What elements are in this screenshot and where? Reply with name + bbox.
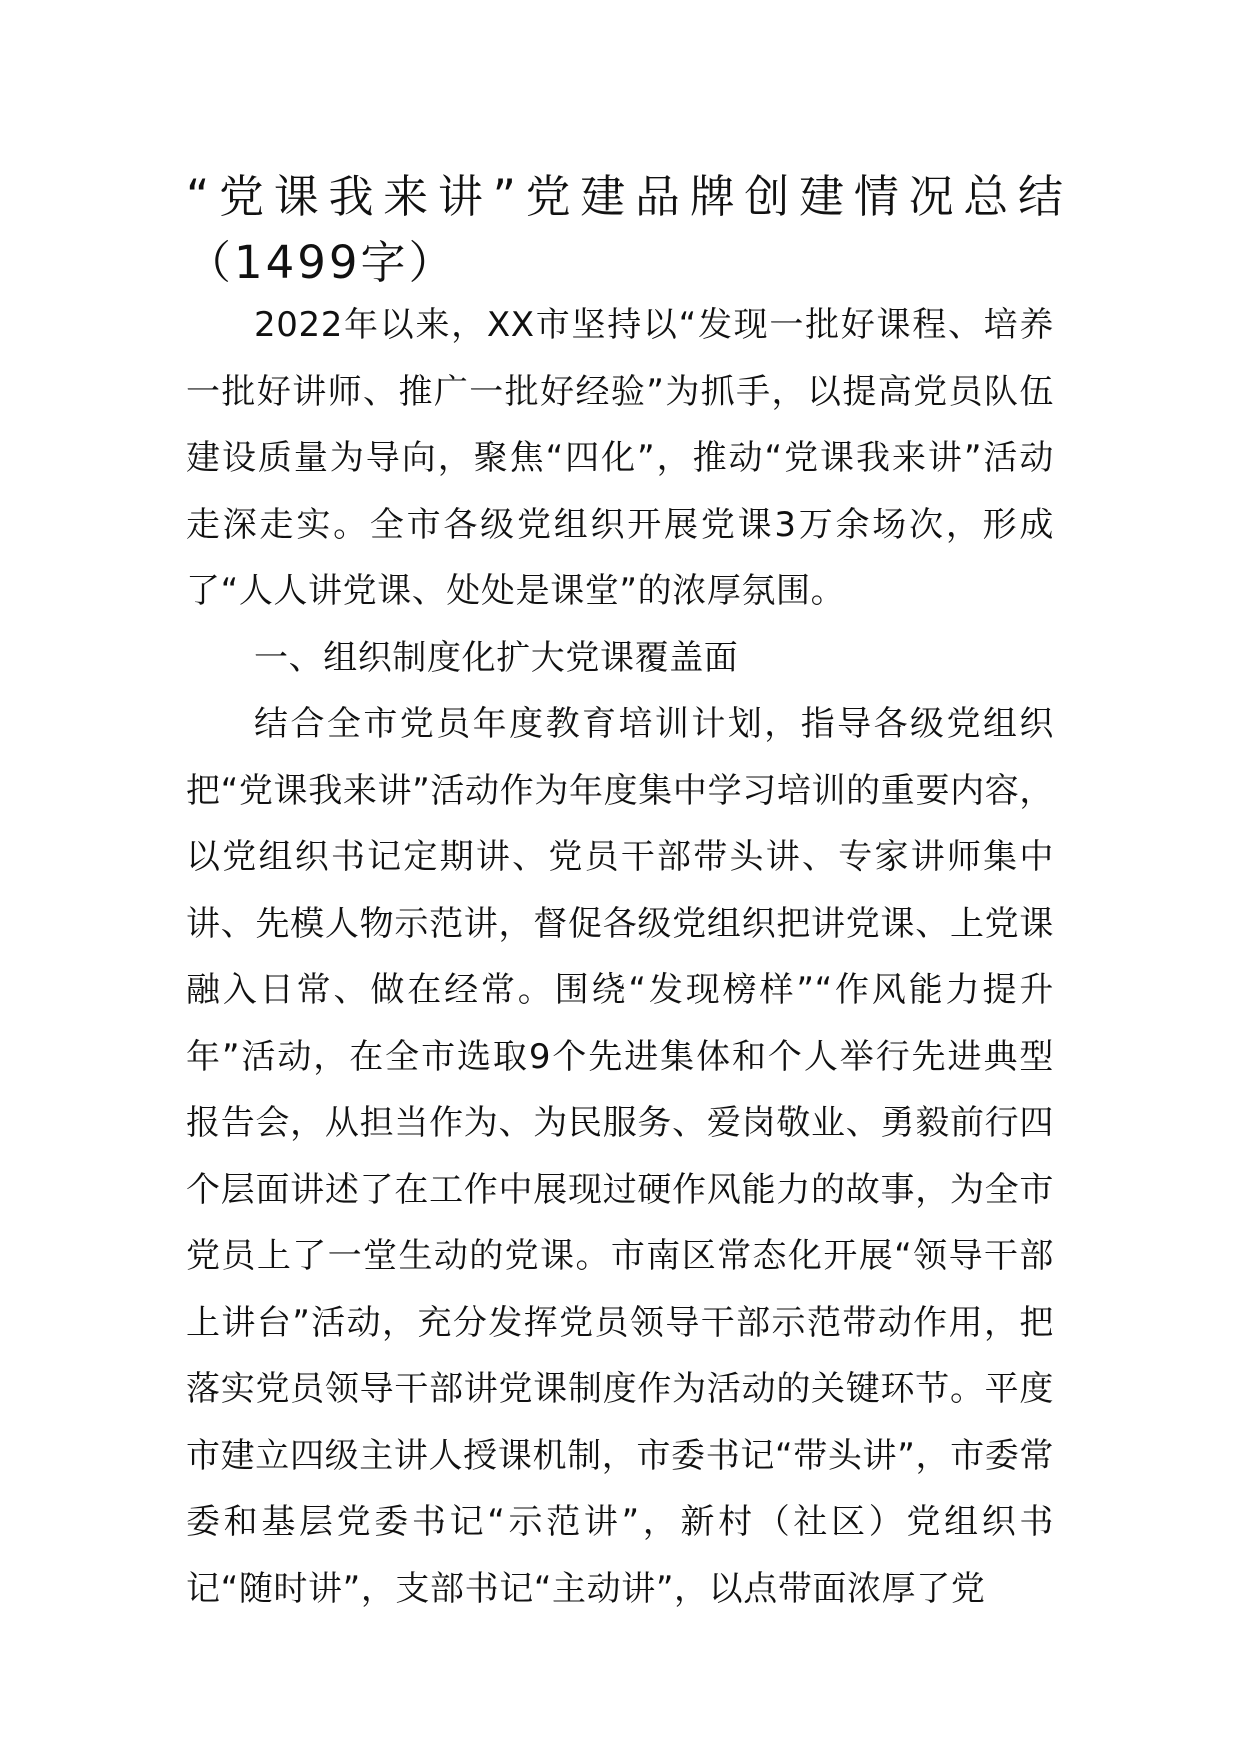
document-title: “党课我来讲”党建品牌创建情况总结（1499字） (186, 170, 1066, 289)
document-body (186, 292, 1054, 1622)
paragraph-intro: 2022年以来，XX市坚持以“发现一批好课程、培养一批好讲师、推广一批好经验”为抓手，以提高党员队伍建设质量为导向，聚焦“四化”，推动“党课我来讲”活动走深走实。全市各级党组织开展党课3万余场次，形成了“人人讲党课、处处是课堂”的浓厚氛围。 (186, 305, 1054, 611)
section-heading-1: 一、组织制度化扩大党课覆盖面 (254, 637, 739, 678)
paragraph-section-1: 结合全市党员年度教育培训计划，指导各级党组织把“党课我来讲”活动作为年度集中学习培训的重要内容，以党组织书记定期讲、党员干部带头讲、专家讲师集中讲、先模人物示范讲，督促各级党组织把讲党课、上党课融入日常、做在经常。围绕“发现榜样”“作风能力提升年”活动，在全市选取9个先进集体和个人举行先进典型报告会，从担当作为、为民服务、爱岗敬业、勇毅前行四个层面讲述了在工作中展现过硬作风能力的故事，为全市党员上了一堂生动的党课。市南区常态化开展“领导干部上讲台”活动，充分发挥党员领导干部示范带动作用，把落实党员领导干部讲党课制度作为活动的关键环节。平度市建立四级主讲人授课机制，市委书记“带头讲”，市委常委和基层党委书记“示范讲”，新村（社区）党组织书记“随时讲”，支部书记“主动讲”，以点带面浓厚了党 (186, 704, 1054, 1609)
